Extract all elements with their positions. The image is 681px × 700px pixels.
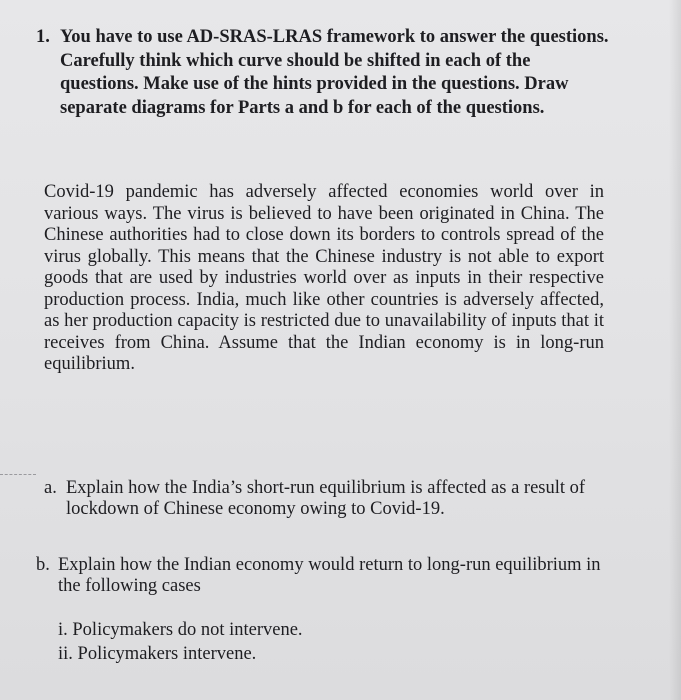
part-a [44, 478, 604, 520]
part-b [36, 555, 606, 597]
case-passage: Covid-19 pandemic has adversely affected economies world over in various ways. The virus is believed to have been originated in China. The Chinese authorities had to close down its borders to controls spread of the virus globally. This means that the Chinese industry is not able to export goods that are used by industries world over as inputs in their respective production process. India, much like other countries is adversely affected, as her production capacity is restricted due to unavailability of inputs that it receives from China. Assume that the Indian economy is in long-run equilibrium. [44, 182, 604, 374]
part-b-text: Explain how the Indian economy would return to long-run equilibrium in the following cases [58, 555, 601, 596]
page-edge-shadow [669, 0, 681, 700]
question-instructions: You have to use AD-SRAS-LRAS framework to answer the questions. Carefully think which curve should be shifted in each of the questions. Make use of the hints provided in the questions. Draw separate diagrams for Parts a and b for each of the questions. [60, 27, 609, 118]
part-b-case-ii: ii. Policymakers intervene. [58, 644, 257, 664]
divider-mark [0, 474, 36, 475]
part-a-text: Explain how the India’s short-run equilibrium is affected as a result of lockdown of Chinese economy owing to Covid-19. [66, 478, 586, 519]
question-heading [36, 26, 611, 120]
part-a-label: a. [44, 478, 57, 498]
part-b-label: b. [36, 555, 50, 575]
question-number: 1. [36, 27, 50, 47]
part-b-case-i: i. Policymakers do not intervene. [58, 620, 303, 640]
